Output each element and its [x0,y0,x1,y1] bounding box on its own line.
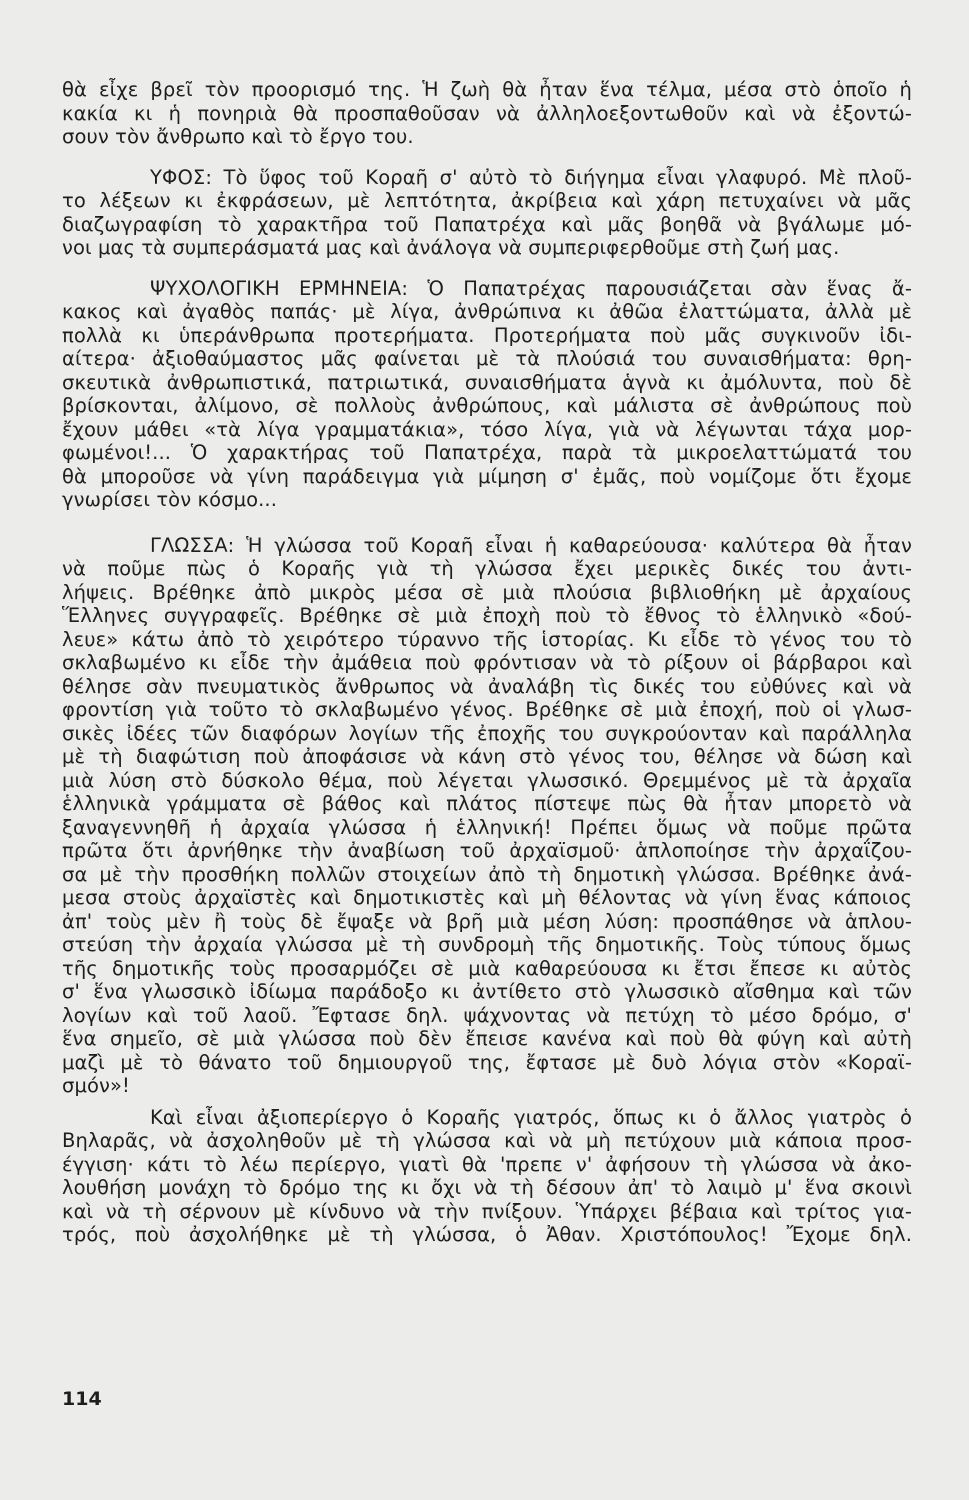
language-line-9: σικὲς ἰδέες τῶν διαφόρων λογίων τῆς ἐποχῆς του συγκρούονταν καὶ παράλληλα [62,721,912,745]
language-line-4: Ἕλληνες συγγραφεῖς. Βρέθηκε σὲ μιὰ ἐποχὴ ποὺ τὸ ἔθνος τὸ ἑλληνικὸ «δού- [62,604,912,627]
psychology-line-4: αίτερα· ἀξιοθαύμαστος μᾶς φαίνεται μὲ τὰ πλούσιά του συναισθήματα: θρη- [62,347,912,370]
language-line-6: σκλαβωμένο κι εἶδε τὴν ἀμάθεια ποὺ φρόντισαν νὰ τὸ ρίξουν οἱ βάρβαροι καὶ [62,651,912,674]
language-line-22: ἕνα σημεῖο, σὲ μιὰ γλώσσα ποὺ δὲν ἔπεισε κανένα καὶ ποὺ θὰ φύγη καὶ αὐτὴ [62,1027,912,1050]
language-line-2: νὰ ποῦμε πὼς ὁ Κοραῆς γιὰ τὴ γλώσσα ἔχει μερικὲς δικές του ἀντι- [62,557,912,580]
style-line-1: ΥΦΟΣ: Τὸ ὕφος τοῦ Κοραῆ σ' αὐτὸ τὸ διήγημα εἶναι γλαφυρό. Μὲ πλοῦ- [150,165,912,189]
intro-line-1: θὰ εἶχε βρεῖ τὸν προορισμό της. Ἡ ζωὴ θὰ ἦταν ἕνα τέλμα, μέσα στὸ ὁποῖο ἡ [62,78,912,101]
closing-line-5: καὶ νὰ τὴ σέρνουν μὲ κίνδυνο νὰ τὴν πνίξουν. Ὑπάρχει βέβαια καὶ τρίτος για- [62,1199,912,1223]
intro-line-3: σουν τὸν ἄνθρωπο καὶ τὸ ἔργο του. [62,125,414,148]
closing-line-2: Βηλαρᾶς, νὰ ἀσχοληθοῦν μὲ τὴ γλώσσα καὶ νὰ μὴ πετύχουν μιὰ κάποια προσ- [62,1129,912,1152]
language-line-13: ξαναγεννηθῆ ἡ ἀρχαία γλώσσα ἡ ἑλληνική! Πρέπει ὅμως νὰ ποῦμε πρῶτα [62,815,912,839]
language-line-18: στεύση τὴν ἀρχαία γλώσσα μὲ τὴ συνδρομὴ τῆς δημοτικῆς. Τοὺς τύπους ὅμως [62,933,912,956]
psychology-line-2: κακος καὶ ἀγαθὸς παπάς· μὲ λίγα, ἀνθρώπινα κι ἀθῶα ἐλαττώματα, ἀλλὰ μὲ [62,300,912,323]
style-line-2: το λέξεων κι ἐκφράσεων, μὲ λεπτότητα, ἀκρίβεια καὶ χάρη πετυχαίνει νὰ μᾶς [62,189,912,212]
psychology-line-9: θὰ μποροῦσε νὰ γίνη παράδειγμα γιὰ μίμηση σ' ἐμᾶς, ποὺ νομίζομε ὅτι ἔχομε [62,464,912,488]
closing-line-4: λουθήση μονάχη τὸ δρόμο της κι ὄχι νὰ τὴ δέσουν ἀπ' τὸ λαιμὸ μ' ἕνα σκοινὶ [62,1176,912,1199]
language-line-20: σ' ἕνα γλωσσικὸ ἰδίωμα παράδοξο κι ἀντίθετο στὸ γλωσσικὸ αἴσθημα καὶ τῶν [62,980,912,1003]
style-line-4: νοι μας τὰ συμπεράσματά μας καὶ ἀνάλογα νὰ συμπεριφερθοῦμε στὴ ζωή μας. [62,236,840,259]
language-line-23: μαζὶ μὲ τὸ θάνατο τοῦ δημιουργοῦ της, ἔφτασε μὲ δυὸ λόγια στὸν «Κοραϊ- [62,1050,912,1074]
page-text [62,78,912,1247]
language-line-24: σμόν»! [62,1074,130,1097]
psychology-line-10: γνωρίσει τὸν κόσμο... [62,488,278,511]
psychology-line-1: ΨΥΧΟΛΟΓΙΚΗ ΕΡΜΗΝΕΙΑ: Ὁ Παπατρέχας παρουσιάζεται σὰν ἕνας ἄ- [150,276,912,300]
language-line-19: τῆς δημοτικῆς τοὺς προσαρμόζει σὲ μιὰ καθαρεύουσα κι ἔτσι ἔπεσε κι αὐτὸς [62,956,912,980]
psychology-line-5: σκευτικὰ ἀνθρωπιστικά, πατριωτικά, συναισθήματα ἁγνὰ κι ἀμόλυντα, ποὺ δὲ [62,370,912,394]
language-line-17: ἀπ' τοὺς μὲν ἢ τοὺς δὲ ἔψαξε νὰ βρῆ μιὰ μέση λύση: προσπάθησε νὰ ἁπλου- [62,909,912,933]
language-line-8: φροντίση γιὰ τοῦτο τὸ σκλαβωμένο γένος. Βρέθηκε σὲ μιὰ ἐποχή, ποὺ οἱ γλωσ- [62,698,912,721]
psychology-line-6: βρίσκονται, ἀλίμονο, σὲ πολλοὺς ἀνθρώπους, καὶ μάλιστα σὲ ἀνθρώπους ποὺ [62,394,912,417]
language-line-11: μιὰ λύση στὸ δύσκολο θέμα, ποὺ λέγεται γλωσσικό. Θρεμμένος μὲ τὰ ἀρχαῖα [62,768,912,792]
language-line-14: πρῶτα ὅτι ἀρνήθηκε τὴν ἀναβίωση τοῦ ἀρχαϊσμοῦ· ἁπλοποίησε τὴν ἀρχαΐζου- [62,839,912,862]
language-line-3: λήψεις. Βρέθηκε ἀπὸ μικρὸς μέσα σὲ μιὰ πλούσια βιβλιοθήκη μὲ ἀρχαίους [62,580,912,604]
page-number: 114 [62,1388,102,1410]
closing-line-1: Καὶ εἶναι ἀξιοπερίεργο ὁ Κοραῆς γιατρός, ὅπως κι ὁ ἄλλος γιατρὸς ὁ [150,1105,912,1129]
psychology-line-7: ἔχουν μάθει «τὰ λίγα γραμματάκια», τόσο λίγα, γιὰ νὰ λέγωνται τάχα μορ- [62,417,912,441]
language-line-10: μὲ τὴ διαφώτιση ποὺ ἀποφάσισε νὰ κάνη στὸ γένος του, θέλησε νὰ δώση καὶ [62,745,912,768]
intro-line-2: κακία κι ἡ πονηριὰ θὰ προσπαθοῦσαν νὰ ἀλληλοεξοντωθοῦν καὶ νὰ ἐξοντώ- [62,101,912,125]
style-line-3: διαζωγραφίση τὸ χαρακτῆρα τοῦ Παπατρέχα καὶ μᾶς βοηθᾶ νὰ βγάλωμε μό- [62,212,912,236]
closing-line-6: τρός, ποὺ ἀσχολήθηκε μὲ τὴ γλώσσα, ὁ Ἀθαν. Χριστόπουλος! Ἔχομε δηλ. [62,1223,912,1246]
language-line-12: ἑλληνικὰ γράμματα σὲ βάθος καὶ πλάτος πίστεψε πὼς θὰ ἦταν μπορετὸ νὰ [62,792,912,815]
psychology-line-8: φωμένοι!... Ὁ χαρακτήρας τοῦ Παπατρέχα, παρὰ τὰ μικροελαττώματά του [62,441,912,464]
language-line-15: σα μὲ τὴν προσθήκη πολλῶν στοιχείων ἀπὸ τὴ δημοτικὴ γλώσσα. Βρέθηκε ἀνά- [62,862,912,886]
language-line-16: μεσα στοὺς ἀρχαϊστὲς καὶ δημοτικιστὲς καὶ μὴ θέλοντας νὰ γίνη ἕνας κάποιος [62,886,912,909]
psychology-line-3: πολλὰ κι ὑπεράνθρωπα προτερήματα. Προτερήματα ποὺ μᾶς συγκινοῦν ἰδι- [62,323,912,347]
language-line-7: θέλησε σὰν πνευματικὸς ἄνθρωπος νὰ ἀναλάβη τὶς δικές του εὐθύνες καὶ νὰ [62,674,912,698]
language-line-21: λογίων καὶ τοῦ λαοῦ. Ἔφτασε δηλ. ψάχνοντας νὰ πετύχη τὸ μέσο δρόμο, σ' [62,1003,912,1027]
language-line-1: ΓΛΩΣΣΑ: Ἡ γλώσσα τοῦ Κοραῆ εἶναι ἡ καθαρεύουσα· καλύτερα θὰ ἦταν [150,533,912,557]
language-line-5: λευε» κάτω ἀπὸ τὸ χειρότερο τύραννο τῆς ἱστορίας. Κι εἶδε τὸ γένος του τὸ [62,627,912,651]
closing-line-3: έγγιση· κάτι τὸ λέω περίεργο, γιατὶ θὰ 'πρεπε ν' ἀφήσουν τὴ γλώσσα νὰ ἀκο- [62,1152,912,1176]
